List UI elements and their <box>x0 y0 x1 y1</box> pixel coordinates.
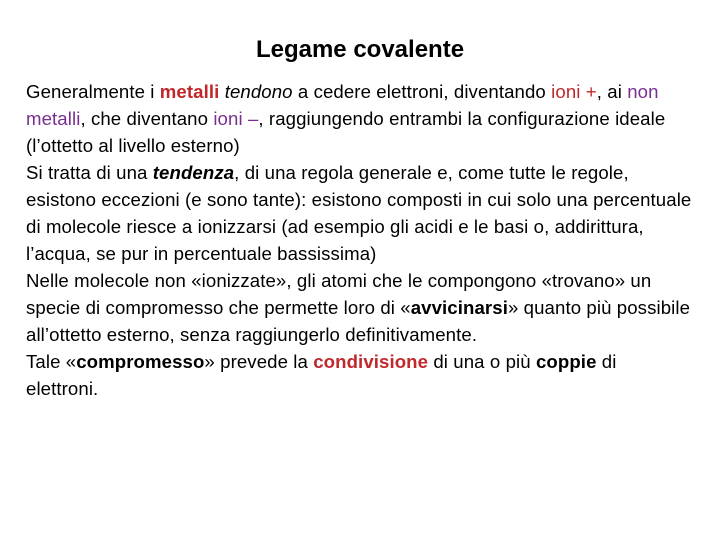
paragraph-compromise <box>26 267 694 348</box>
emphasis-avvicinarsi: avvicinarsi <box>410 297 508 318</box>
text-run: Si tratta di una <box>26 162 153 183</box>
text-run: , di una regola generale e, come tutte le regole, esistono eccezioni (e sono tante): esistono composti in cui solo una percentuale di molecole riesce a ionizzarsi (ad esempio gli acidi e le basi o, addirittura, l’acqua, se pur in percentuale bassissima) <box>26 162 692 264</box>
highlight-non-metalli: non metalli <box>26 81 659 129</box>
emphasis-coppie: coppie <box>535 351 597 372</box>
emphasis-compromesso: compromesso <box>76 351 205 372</box>
highlight-condivisione: condivisione <box>313 351 429 372</box>
emphasis-tendenza: tendenza <box>152 162 235 183</box>
emphasis-tendono: tendono <box>224 81 293 102</box>
paragraph-sharing <box>26 348 694 402</box>
highlight-ioni-minus: ioni – <box>213 108 259 129</box>
paragraph-ionic-tendency <box>26 78 694 159</box>
slide-body <box>26 78 694 402</box>
text-run: Nelle molecole non «ionizzate», gli atomi che le compongono «trovano» un specie di compromesso che permette loro di « <box>26 270 652 318</box>
highlight-ioni-plus: ioni + <box>551 81 597 102</box>
text-run: Generalmente i <box>26 81 160 102</box>
text-run: , raggiungendo entrambi la configurazione ideale (l’ottetto al livello esterno) <box>26 108 666 156</box>
text-run: » quanto più possibile all’ottetto esterno, senza raggiungerlo definitivamente. <box>26 297 691 345</box>
text-run: di elettroni. <box>26 351 617 399</box>
text-run: Tale « <box>26 351 77 372</box>
slide-title: Legame covalente <box>255 36 465 63</box>
text-run: di una o più <box>428 351 536 372</box>
text-run: » prevede la <box>204 351 314 372</box>
highlight-metalli: metalli <box>159 81 220 102</box>
text-run: a cedere elettroni, diventando <box>292 81 552 102</box>
text-run: , che diventano <box>80 108 214 129</box>
text-run: , ai <box>596 81 628 102</box>
paragraph-exceptions <box>26 159 694 267</box>
